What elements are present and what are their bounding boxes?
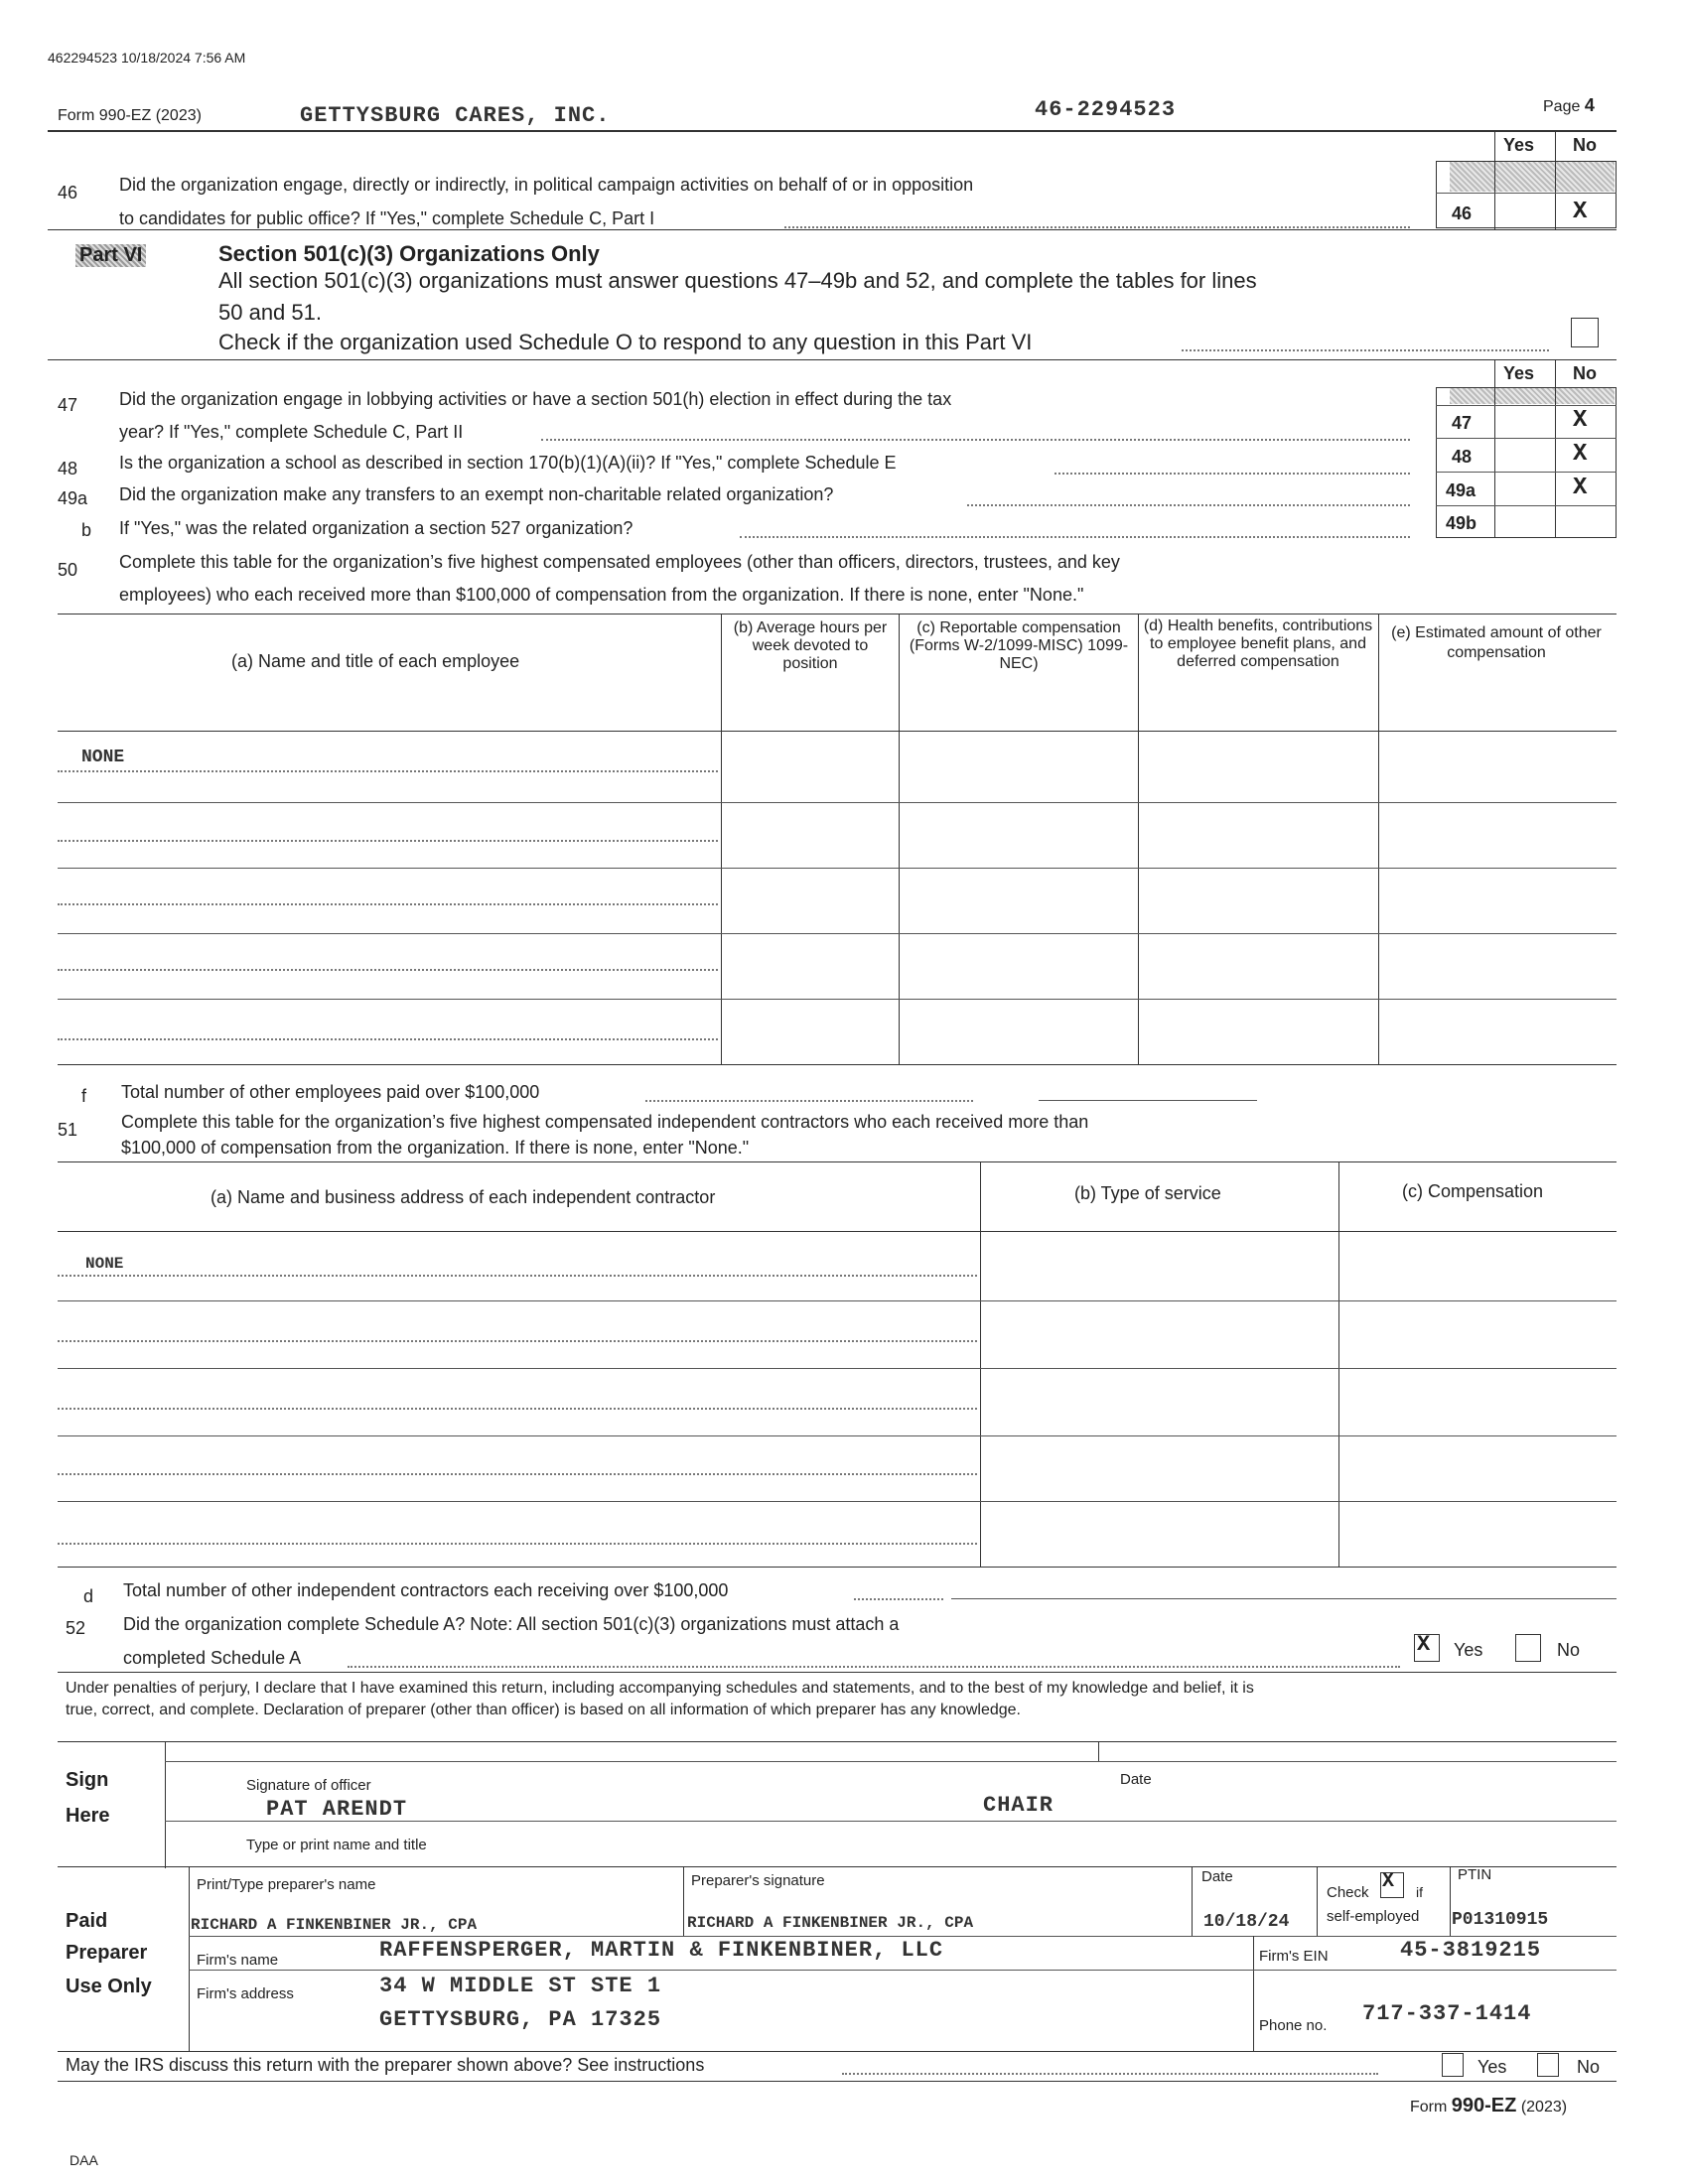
firm-ein-label: Firm's EIN bbox=[1259, 1948, 1329, 1965]
q52-text-line1: Did the organization complete Schedule A? Note: All section 501(c)(3) organizations must attach a bbox=[123, 1614, 900, 1634]
form-id: Form 990-EZ (2023) bbox=[58, 107, 202, 124]
footer-form-id: Form 990-EZ (2023) bbox=[1410, 2095, 1568, 2116]
table-row-rule bbox=[58, 802, 1617, 803]
q48-number: 48 bbox=[58, 459, 78, 478]
table-row-rule bbox=[58, 933, 1617, 934]
col-divider bbox=[899, 614, 900, 1064]
officer-signature-label: Signature of officer bbox=[246, 1777, 371, 1794]
cell-rule bbox=[1436, 438, 1617, 439]
q52-no-label: No bbox=[1557, 1640, 1581, 1660]
q50-col-a-header: (a) Name and title of each employee bbox=[231, 651, 520, 671]
irs-discuss-text: May the IRS discuss this return with the preparer shown above? See instructions bbox=[66, 2055, 705, 2075]
firm-ein[interactable]: 45-3819215 bbox=[1400, 1938, 1542, 1963]
part-vi-desc-line2: 50 and 51. bbox=[218, 300, 322, 325]
q51d-text: Total number of other independent contractors each receiving over $100,000 bbox=[123, 1580, 729, 1600]
q48-text: Is the organization a school as described in section 170(b)(1)(A)(ii)? If "Yes," complete Schedule E bbox=[119, 453, 897, 473]
q48-line-number: 48 bbox=[1452, 447, 1473, 467]
officer-date-label: Date bbox=[1120, 1771, 1152, 1788]
col-divider bbox=[1555, 387, 1556, 538]
section-rule bbox=[58, 1672, 1617, 1673]
leader-dots bbox=[740, 536, 1410, 538]
table-bottom-rule bbox=[58, 1567, 1617, 1568]
schedule-o-checkbox[interactable] bbox=[1571, 318, 1599, 347]
preparer-date[interactable]: 10/18/24 bbox=[1203, 1912, 1290, 1932]
yes-header-2: Yes bbox=[1503, 363, 1535, 383]
shaded-cell bbox=[1450, 162, 1615, 192]
col-divider bbox=[1317, 1866, 1318, 1936]
leader-dots bbox=[58, 1543, 977, 1545]
cell-rule bbox=[1436, 193, 1617, 194]
col-divider bbox=[1098, 1741, 1099, 1761]
daa-label: DAA bbox=[70, 2152, 98, 2168]
discuss-yes-checkbox[interactable] bbox=[1442, 2053, 1464, 2077]
leader-dots bbox=[58, 969, 718, 971]
firm-name-label: Firm's name bbox=[197, 1952, 279, 1969]
q50f-answer-line[interactable] bbox=[1039, 1100, 1257, 1101]
q46-text-line2: to candidates for public office? If "Yes," complete Schedule C, Part I bbox=[119, 208, 655, 228]
preparer-signature[interactable]: RICHARD A FINKENBINER JR., CPA bbox=[687, 1914, 974, 1932]
use-only-label: Use Only bbox=[66, 1976, 152, 1997]
q51-col-c-header: (c) Compensation bbox=[1402, 1181, 1544, 1201]
self-employed-mark: X bbox=[1382, 1870, 1395, 1893]
row-rule bbox=[189, 1936, 1617, 1937]
leader-dots bbox=[58, 1038, 718, 1040]
section-rule bbox=[58, 2051, 1617, 2052]
self-employed-check-label: Check bbox=[1327, 1884, 1369, 1901]
discuss-no-checkbox[interactable] bbox=[1537, 2053, 1559, 2077]
yes-header: Yes bbox=[1503, 135, 1535, 155]
table-row-rule bbox=[58, 1300, 1617, 1301]
q51d-label: d bbox=[83, 1586, 94, 1606]
perjury-text-line1: Under penalties of perjury, I declare that I have examined this return, including accompanying schedules and statements, and to the best of my knowledge and belief, it is bbox=[66, 1680, 1254, 1697]
name-title-rule bbox=[165, 1821, 1617, 1822]
q50-col-c-header: (c) Reportable compensation (Forms W-2/1099-MISC) 1099-NEC) bbox=[909, 619, 1129, 672]
q51-col-b-header: (b) Type of service bbox=[1074, 1183, 1221, 1203]
cell-rule bbox=[1436, 405, 1617, 406]
q51-row1-name[interactable]: NONE bbox=[85, 1255, 124, 1273]
discuss-yes-label: Yes bbox=[1477, 2057, 1507, 2077]
col-divider bbox=[721, 614, 722, 1064]
table-row-rule bbox=[58, 1435, 1617, 1436]
leader-dots bbox=[58, 770, 718, 772]
leader-dots bbox=[1055, 473, 1410, 475]
preparer-date-label: Date bbox=[1201, 1868, 1233, 1885]
table-row-rule bbox=[58, 868, 1617, 869]
shaded-cell bbox=[1450, 388, 1615, 404]
q50-col-b-header: (b) Average hours per week devoted to position bbox=[733, 619, 888, 672]
q52-number: 52 bbox=[66, 1618, 86, 1638]
leader-dots bbox=[842, 2073, 1378, 2075]
q49a-line-number: 49a bbox=[1446, 480, 1477, 500]
q52-yes-label: Yes bbox=[1454, 1640, 1483, 1660]
here-label: Here bbox=[66, 1805, 110, 1827]
leader-dots bbox=[58, 840, 718, 842]
leader-dots bbox=[967, 504, 1410, 506]
col-divider bbox=[1138, 614, 1139, 1064]
q50-col-d-header: (d) Health benefits, contributions to employee benefit plans, and deferred compensation bbox=[1143, 617, 1373, 670]
col-divider bbox=[1378, 614, 1379, 1064]
q50f-label: f bbox=[81, 1086, 87, 1106]
q49b-text: If "Yes," was the related organization a section 527 organization? bbox=[119, 518, 633, 538]
q46-text-line1: Did the organization engage, directly or indirectly, in political campaign activities on behalf of or in opposition bbox=[119, 175, 974, 195]
leader-dots bbox=[854, 1598, 943, 1600]
officer-name-title-label: Type or print name and title bbox=[246, 1837, 427, 1853]
q50f-text: Total number of other employees paid over $100,000 bbox=[121, 1082, 540, 1102]
q46-number: 46 bbox=[58, 183, 78, 203]
section-rule bbox=[58, 1741, 1617, 1742]
q49a-no-answer[interactable]: X bbox=[1573, 475, 1588, 501]
preparer-ptin[interactable]: P01310915 bbox=[1452, 1910, 1549, 1930]
leader-dots bbox=[784, 226, 1410, 228]
q51-text-line1: Complete this table for the organization’s five highest compensated independent contractors who each received more than bbox=[121, 1112, 1089, 1132]
q49b-number: b bbox=[81, 520, 92, 540]
col-divider bbox=[1192, 1866, 1193, 1936]
q50-row1-name[interactable]: NONE bbox=[81, 748, 125, 767]
sign-label: Sign bbox=[66, 1769, 109, 1791]
section-rule bbox=[58, 1866, 1617, 1867]
section-rule bbox=[58, 2081, 1617, 2082]
q49b-line-number: 49b bbox=[1446, 513, 1477, 533]
q51d-answer-line[interactable] bbox=[951, 1598, 1617, 1599]
col-divider bbox=[1494, 161, 1495, 228]
col-divider bbox=[1555, 359, 1556, 387]
table-row-rule bbox=[58, 999, 1617, 1000]
preparer-name[interactable]: RICHARD A FINKENBINER JR., CPA bbox=[191, 1916, 478, 1934]
q50-text-line2: employees) who each received more than $100,000 of compensation from the organization. If there is none, enter "None." bbox=[119, 585, 1084, 605]
paid-label: Paid bbox=[66, 1910, 108, 1932]
page-label: Page 4 bbox=[1543, 95, 1595, 115]
signature-rule bbox=[165, 1761, 1098, 1762]
schedule-o-check-text: Check if the organization used Schedule O to respond to any question in this Part VI bbox=[218, 330, 1033, 354]
preparer-signature-label: Preparer's signature bbox=[691, 1872, 825, 1889]
q51-col-a-header: (a) Name and business address of each independent contractor bbox=[211, 1187, 716, 1207]
part-vi-label: Part VI bbox=[75, 244, 146, 267]
col-divider bbox=[683, 1866, 684, 1936]
firm-address-label: Firm's address bbox=[197, 1985, 294, 2002]
section-rule bbox=[48, 229, 1617, 230]
self-employed-if-label: if bbox=[1416, 1884, 1423, 1900]
q52-text-line2: completed Schedule A bbox=[123, 1648, 302, 1668]
col-divider bbox=[1253, 1936, 1254, 2051]
q47-no-answer[interactable]: X bbox=[1573, 407, 1588, 434]
row-rule bbox=[189, 1970, 1617, 1971]
q51-number: 51 bbox=[58, 1120, 78, 1140]
q47-number: 47 bbox=[58, 395, 78, 415]
leader-dots bbox=[645, 1100, 973, 1102]
section-rule bbox=[48, 359, 1617, 360]
q50-col-e-header: (e) Estimated amount of other compensation bbox=[1391, 624, 1602, 661]
part-vi-title: Section 501(c)(3) Organizations Only bbox=[218, 241, 600, 266]
col-divider bbox=[1450, 1866, 1451, 1936]
col-divider bbox=[980, 1161, 981, 1567]
col-divider bbox=[189, 1866, 190, 2051]
q46-line-number: 46 bbox=[1452, 204, 1473, 223]
preparer-label: Preparer bbox=[66, 1942, 148, 1964]
q49a-text: Did the organization make any transfers to an exempt non-charitable related organization? bbox=[119, 484, 834, 504]
firm-name[interactable]: RAFFENSPERGER, MARTIN & FINKENBINER, LLC bbox=[379, 1938, 944, 1963]
table-top-rule bbox=[58, 1161, 1617, 1162]
table-row-rule bbox=[58, 1501, 1617, 1502]
col-divider bbox=[1494, 387, 1495, 538]
perjury-text-line2: true, correct, and complete. Declaration of preparer (other than officer) is based on all information of which preparer has any knowledge. bbox=[66, 1702, 1021, 1718]
firm-address-line2[interactable]: GETTYSBURG, PA 17325 bbox=[379, 2007, 662, 2032]
col-divider bbox=[1338, 1161, 1339, 1567]
org-ein: 46-2294523 bbox=[1035, 97, 1177, 122]
q49a-number: 49a bbox=[58, 488, 88, 508]
no-header-2: No bbox=[1573, 363, 1597, 383]
table-bottom-rule bbox=[58, 1064, 1617, 1065]
cell-rule bbox=[1436, 472, 1617, 473]
leader-dots bbox=[348, 1666, 1400, 1668]
table-row-rule bbox=[58, 1368, 1617, 1369]
leader-dots bbox=[58, 1340, 977, 1342]
q48-no-answer[interactable]: X bbox=[1573, 441, 1588, 468]
phone-label: Phone no. bbox=[1259, 2017, 1328, 2034]
q47-text-line2: year? If "Yes," complete Schedule C, Part II bbox=[119, 422, 464, 442]
q52-no-checkbox[interactable] bbox=[1515, 1634, 1541, 1662]
no-header: No bbox=[1573, 135, 1597, 155]
q50-text-line1: Complete this table for the organization’s five highest compensated employees (other than officers, directors, trustees, and key bbox=[119, 552, 1120, 572]
leader-dots bbox=[58, 903, 718, 905]
col-divider bbox=[1494, 359, 1495, 387]
self-employed-label: self-employed bbox=[1327, 1908, 1420, 1925]
org-name: GETTYSBURG CARES, INC. bbox=[300, 103, 611, 128]
phone-number[interactable]: 717-337-1414 bbox=[1362, 2001, 1532, 2026]
ptin-label: PTIN bbox=[1458, 1866, 1492, 1883]
q50-number: 50 bbox=[58, 560, 78, 580]
cell-rule bbox=[1436, 505, 1617, 506]
table-header-rule bbox=[58, 731, 1617, 732]
q51-text-line2: $100,000 of compensation from the organization. If there is none, enter "None." bbox=[121, 1138, 750, 1158]
q47-text-line1: Did the organization engage in lobbying activities or have a section 501(h) election in effect during the tax bbox=[119, 389, 952, 409]
q46-no-answer[interactable]: X bbox=[1573, 199, 1588, 225]
leader-dots bbox=[58, 1473, 977, 1475]
officer-title[interactable]: CHAIR bbox=[983, 1793, 1055, 1818]
leader-dots bbox=[58, 1275, 977, 1277]
preparer-name-label: Print/Type preparer's name bbox=[197, 1876, 376, 1893]
table-header-rule bbox=[58, 1231, 1617, 1232]
part-vi-desc-line1: All section 501(c)(3) organizations must answer questions 47–49b and 52, and complete the tables for lines bbox=[218, 268, 1257, 293]
date-rule bbox=[1098, 1761, 1617, 1762]
discuss-no-label: No bbox=[1577, 2057, 1601, 2077]
officer-name[interactable]: PAT ARENDT bbox=[266, 1797, 408, 1822]
q52-yes-mark: X bbox=[1417, 1632, 1431, 1657]
leader-dots bbox=[541, 439, 1410, 441]
leader-dots bbox=[58, 1408, 977, 1410]
header-rule bbox=[48, 130, 1617, 132]
firm-address-line1[interactable]: 34 W MIDDLE ST STE 1 bbox=[379, 1974, 662, 1998]
print-stamp: 462294523 10/18/2024 7:56 AM bbox=[48, 50, 246, 66]
col-divider bbox=[1555, 161, 1556, 228]
q47-line-number: 47 bbox=[1452, 413, 1473, 433]
leader-dots bbox=[1182, 349, 1549, 351]
